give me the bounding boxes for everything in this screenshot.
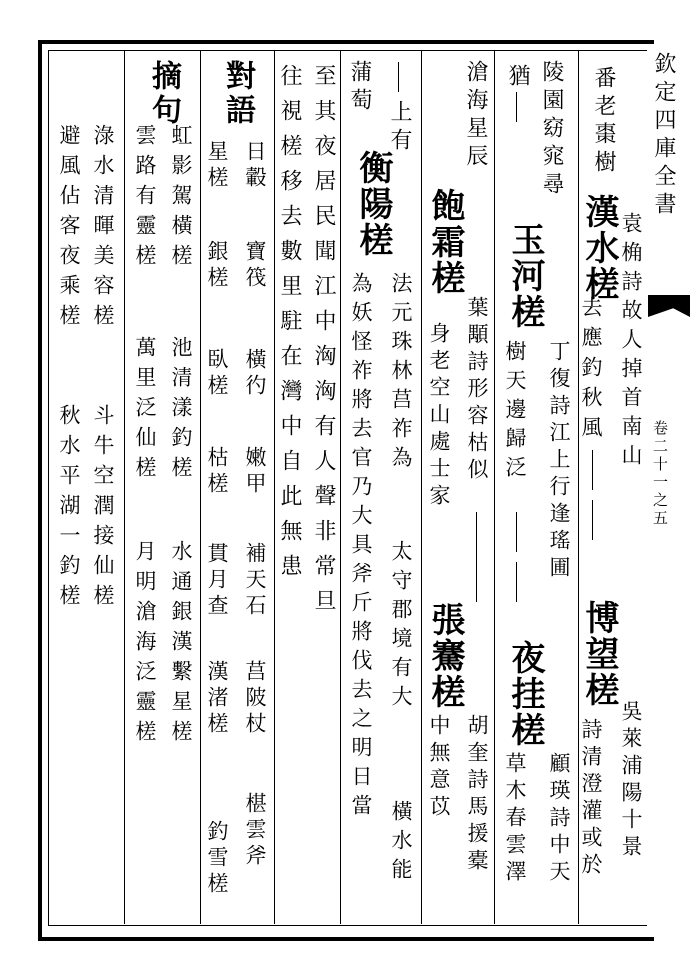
column-rule (124, 50, 125, 924)
column-rule (340, 50, 341, 924)
text-segment: 中無意苡 (427, 714, 451, 822)
text-segment: 往視槎移去數里駐在灣中自此無患 (277, 64, 302, 589)
ditto-dash (398, 62, 399, 92)
text-segment: 丁復詩江上行逢瑤圃 (547, 340, 571, 583)
text-segment: 水通銀漢繫星槎 (169, 540, 193, 750)
text-segment: 斗牛空潤接仙槎 (91, 404, 115, 614)
ditto-dash (476, 512, 477, 602)
term-heading: 張騫槎 (425, 602, 465, 710)
text-segment: 胡奎詩馬援橐 (465, 714, 489, 876)
text-segment: 猶 (505, 64, 530, 92)
text-segment: 虹影駕橫槎 (169, 124, 193, 274)
text-segment: 椹雲斧 (243, 792, 267, 870)
ditto-dash (516, 512, 517, 552)
text-segment: 漢渚槎 (205, 660, 229, 738)
book-title: 欽定四庫全書 (651, 52, 676, 220)
ditto-dash (516, 562, 517, 602)
text-segment: 秋水平湖一釣槎 (57, 404, 81, 614)
text-segment: 貫月查 (205, 542, 229, 620)
text-segment: 星槎 (205, 140, 229, 192)
term-heading: 漢水槎 (579, 194, 619, 302)
text-segment: 上有 (387, 100, 412, 156)
text-segment: 補天石 (243, 542, 267, 620)
text-segment: 嫩甲 (243, 446, 267, 498)
text-segment: 臥槎 (205, 348, 229, 400)
fish-tail-mark (648, 295, 690, 317)
term-heading: 博望槎 (579, 600, 619, 708)
text-segment: 莒陂杖 (243, 660, 267, 738)
text-segment: 枯槎 (205, 446, 229, 498)
text-segment: 淥水清暉美容槎 (91, 124, 115, 334)
volume-label: 卷二十一之五 (651, 420, 669, 528)
column-rule (421, 50, 422, 924)
text-segment: 月明滄海泛靈槎 (133, 540, 157, 750)
text-segment: 橫彴 (243, 348, 267, 400)
text-segment: 去應釣秋風 (579, 296, 603, 446)
text-segment: 葉顒詩形容枯似 (465, 296, 489, 485)
text-segment: 樹天邊歸泛 (503, 340, 527, 485)
text-segment: 日轂 (243, 140, 267, 192)
text-segment: 袁桷詩故人掉首南山 (619, 212, 643, 473)
term-heading: 玉河槎 (505, 222, 545, 330)
text-segment: 寶筏 (243, 240, 267, 292)
text-segment: 雲路有靈槎 (133, 124, 157, 274)
column-rule (274, 50, 275, 924)
term-heading: 飽霜槎 (425, 188, 465, 296)
term-heading: 夜挂槎 (505, 640, 545, 748)
text-segment: 陵園窈窕尋 (539, 60, 564, 200)
ditto-dash (592, 500, 593, 540)
text-segment: 至其夜居民聞江中洶洶有人聲非常旦 (311, 64, 336, 624)
text-segment: 釣雪槎 (205, 820, 229, 898)
text-segment: 避風佔客夜乘槎 (57, 124, 81, 334)
column-rule (494, 50, 495, 924)
text-segment: 詩清澄灌或於 (579, 718, 603, 880)
term-heading: 衡陽槎 (353, 150, 393, 258)
text-segment: 法元珠林莒祚為 (389, 272, 413, 475)
column-rule (200, 50, 201, 924)
text-segment: 池清漾釣槎 (169, 336, 193, 486)
text-segment: 吳萊浦陽十景 (619, 700, 643, 862)
text-segment: 太守郡境有大 (389, 540, 413, 714)
text-segment: 番老棗樹 (591, 66, 616, 178)
text-segment: 滄海星辰 (463, 60, 488, 172)
ditto-dash (516, 92, 517, 122)
text-segment: 身老空山處士家 (427, 322, 451, 511)
text-segment: 草木春雲澤 (503, 752, 527, 887)
text-segment: 蒲萄 (347, 60, 372, 116)
section-heading: 對語 (220, 60, 255, 128)
text-segment: 萬里泛仙槎 (133, 336, 157, 486)
section-heading: 摘句 (146, 60, 181, 128)
ditto-dash (592, 450, 593, 490)
text-segment: 顧瑛詩中天 (547, 752, 571, 887)
text-segment: 為妖怪祚將去官乃大具斧斤將伐去之明日當 (349, 272, 373, 823)
text-segment: 銀槎 (205, 240, 229, 292)
text-segment: 橫水能 (389, 800, 413, 887)
